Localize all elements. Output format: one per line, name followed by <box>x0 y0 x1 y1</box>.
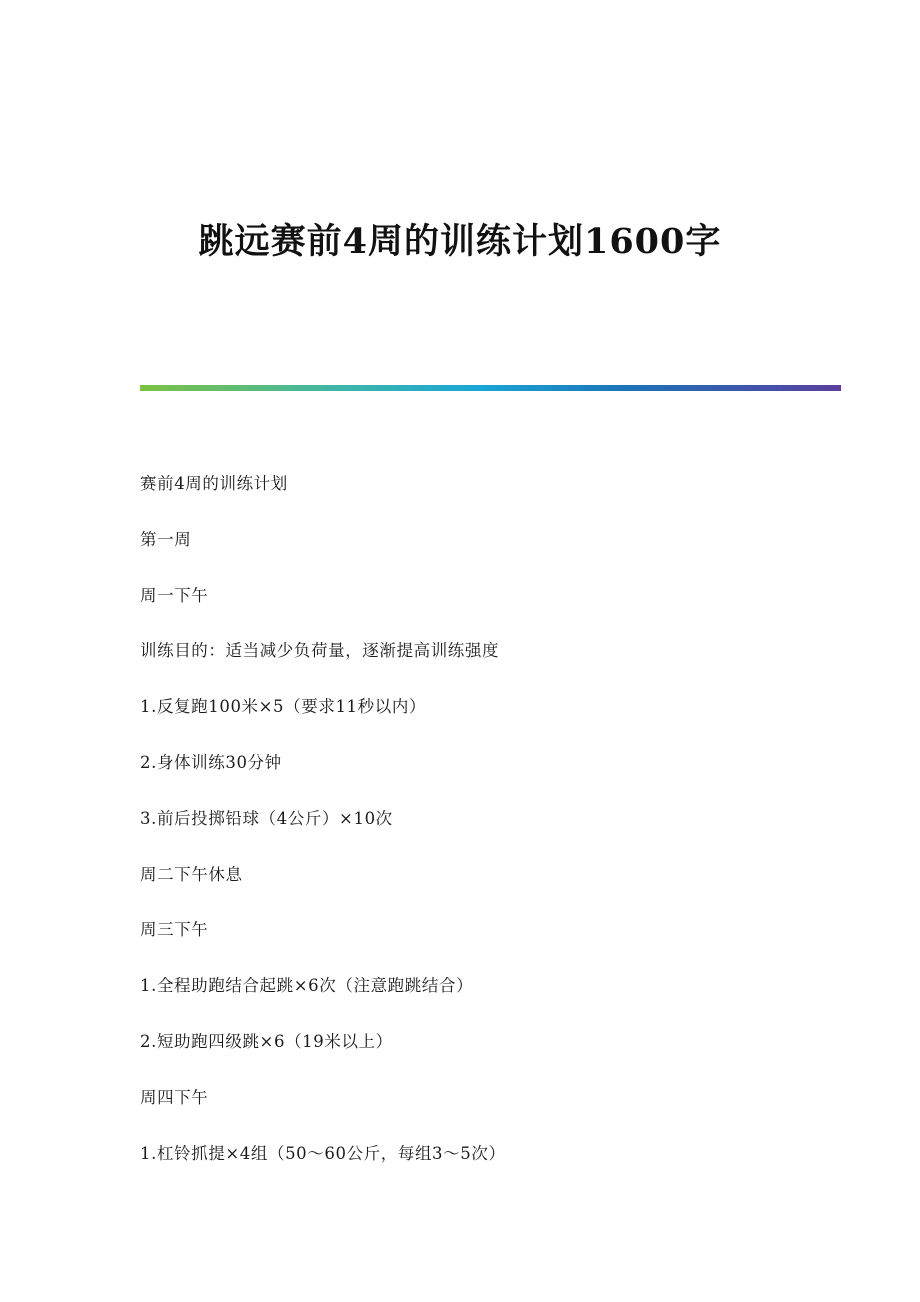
list-item: 1.全程助跑结合起跳×6次（注意跑跳结合） <box>140 976 474 996</box>
list-item: 2.身体训练30分钟 <box>140 752 282 772</box>
day-heading: 周四下午 <box>140 1087 209 1107</box>
week-heading: 第一周 <box>140 529 192 549</box>
list-item: 2.短助跑四级跳×6（19米以上） <box>140 1031 393 1051</box>
document-title: 跳远赛前4周的训练计划1600字 <box>198 221 722 262</box>
list-item: 1.杠铃抓提×4组（50～60公斤，每组3～5次） <box>140 1143 506 1163</box>
list-item: 1.反复跑100米×5（要求11秒以内） <box>140 697 427 717</box>
document-body <box>140 470 840 1195</box>
section-heading: 赛前4周的训练计划 <box>140 474 288 493</box>
day-heading: 周三下午 <box>140 920 209 940</box>
day-heading: 周一下午 <box>140 585 209 605</box>
day-heading: 周二下午休息 <box>140 864 243 884</box>
list-item: 3.前后投掷铅球（4公斤）×10次 <box>140 808 393 828</box>
training-goal: 训练目的：适当减少负荷量，逐渐提高训练强度 <box>140 641 500 661</box>
title-divider <box>140 385 841 391</box>
